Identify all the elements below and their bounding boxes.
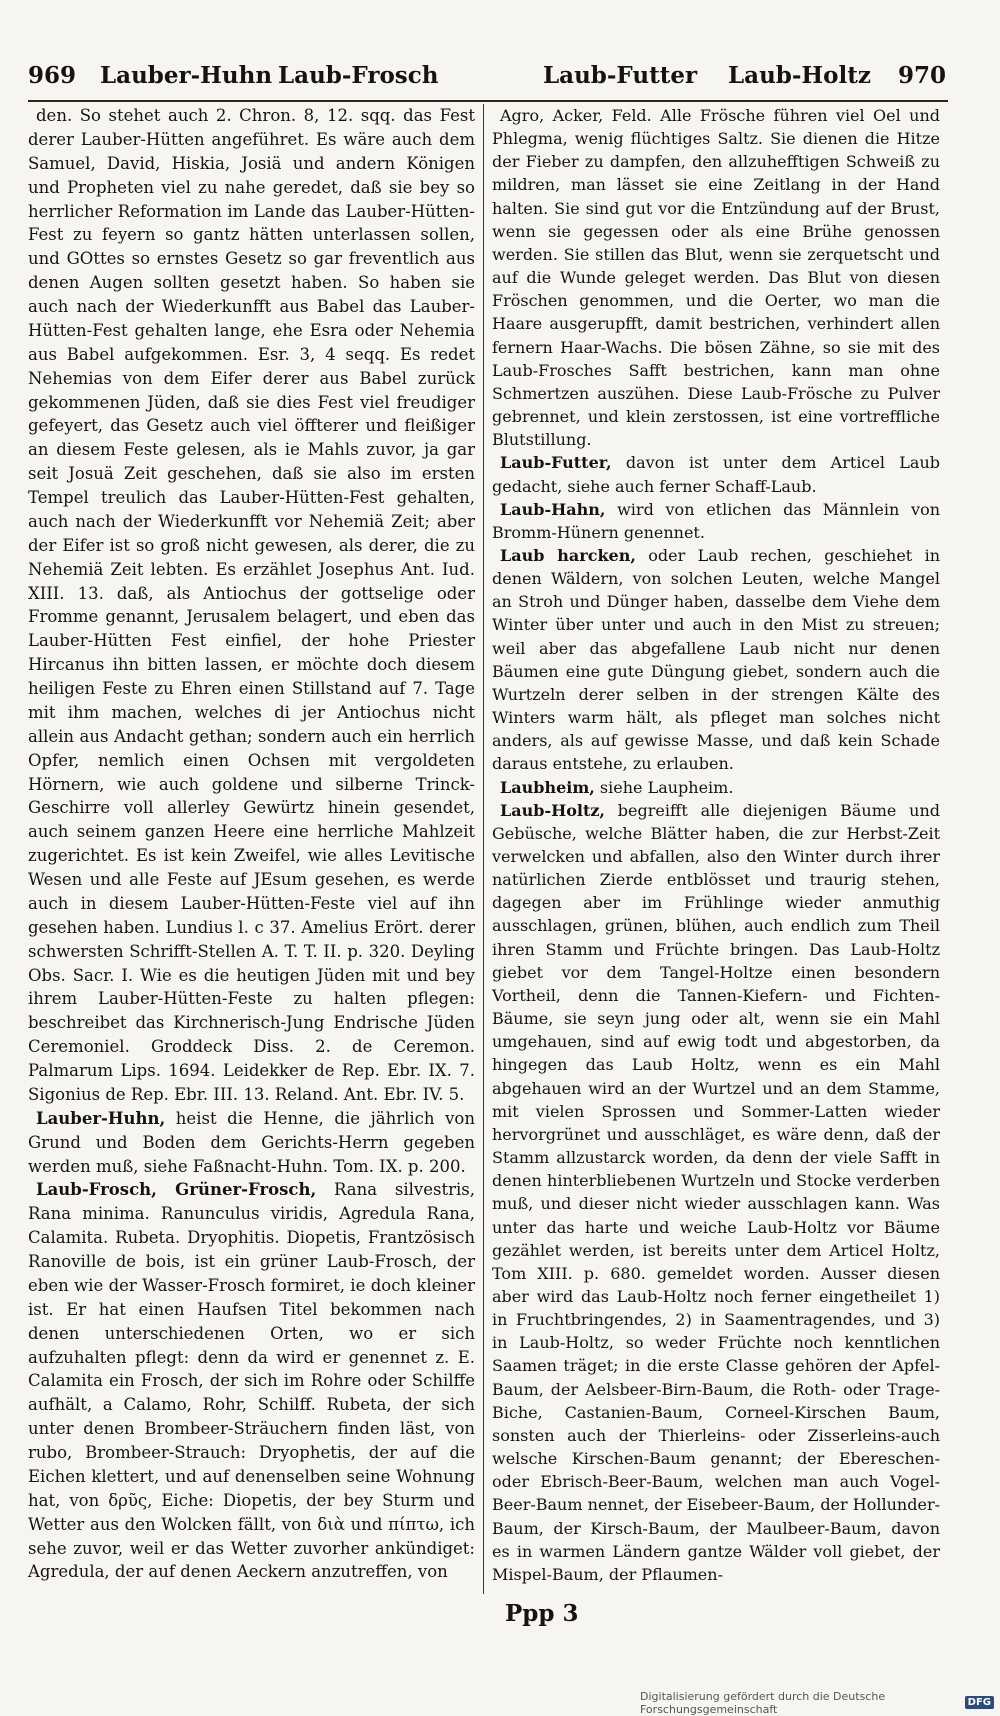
dictionary-entry [492, 776, 940, 799]
left-column [28, 104, 475, 1584]
dictionary-entry [492, 451, 940, 497]
dictionary-entry [28, 1107, 475, 1179]
digitization-banner [640, 1691, 1000, 1714]
entry-text: davon ist unter dem Articel Laub gedacht, siehe auch ferner Schaff-Laub. [492, 453, 940, 496]
page-number-right: 970 [898, 62, 947, 89]
header-rule [28, 100, 948, 102]
column-divider [483, 104, 484, 1594]
entry-text: wird von etlichen das Männlein von Bromm-Hünern genennet. [492, 499, 940, 542]
catchword-left-2: Laub-Frosch [278, 62, 439, 89]
entry-text: den. So stehet auch 2. Chron. 8, 12. sqq. das Fest derer Lauber-Hütten angeführet. Es wäre auch dem Samuel, David, Hiskia, Josiä und andern Königen und Propheten viel zu nahe geredet, daß sie bey so herrlicher Reformation im Lande das Lauber-Hütten-Fest zu feyern so gantz hätten unterlassen sollen, und GOttes so ernstes Gesetz so gar freventlich aus denen Augen sollten gesetzt haben. So haben sie auch nach der Wiederkunfft aus Babel das Lauber-Hütten-Fest gehalten lange, ehe Esra oder Nehemia aus Babel aufgekommen. Esr. 3, 4 seqq. Es redet Nehemias von dem Eifer derer aus Babel zurück gekommenen Jüden, daß sie dies Fest viel freudiger gefeyert, das Gesetz auch viel öffterer und fleißiger an diesem Feste gelesen, als ie Mahls zuvor, ja gar seit Josuä Zeit geschehen, daß sie also im ersten Tempel treulich das Lauber-Hütten-Fest gehalten, auch nach der Wiederkunfft vor Nehemiä Zeit; aber der Eifer ist so groß nicht gewesen, als derer, die zu Nehemiä Zeit lebten. Es erzählet Josephus Ant. Iud. XIII. 13. daß, als Antiochus der gottselige oder Fromme genannt, Jerusalem belagert, und eben das Lauber-Hütten Fest einfiel, der hohe Priester Hircanus ihn bitten lassen, er möchte doch diesem heiligen Feste zu Ehren einen Stillstand auf 7. Tage mit ihm machen, welches di jer Antiochus nicht allein aus Andacht gethan; sondern auch ein herrlich Opfer, nemlich einen Ochsen mit vergoldeten Hörnern, wie auch goldene und silberne Trinck-Geschirre voll allerley Gewürtz hinein gesendet, auch seinem ganzen Heere eine herrliche Mahlzeit zugerichtet. Es ist kein Zweifel, wie alles Levitische Wesen und alle Feste auf JEsum gesehen, es werde auch in diesem Lauber-Hütten-Feste viel auf ihn gesehen haben. Lundius l. c 37. Amelius Erört. derer schwersten Schrifft-Stellen A. T. T. II. p. 320. Deyling Obs. Sacr. I. Wie es die heutigen Jüden mit und bey ihrem Lauber-Hütten-Feste zu halten pflegen: beschreibet das Kirchnerisch-Jung Endrische Jüden Ceremoniel. Groddeck Diss. 2. de Ceremon. Palmarum Lips. 1694. Leidekker de Rep. Ebr. IX. 7. Sigonius de Rep. Ebr. III. 13. Reland. Ant. Ebr. IV. 5. [28, 106, 475, 1104]
entry-headword: Laub-Futter, [500, 453, 612, 473]
entry-headword: Laub-Frosch, Grüner-Frosch, [36, 1180, 317, 1200]
entry-headword: Laub-Holtz, [500, 800, 605, 820]
right-column [492, 104, 940, 1586]
catchword-right-2: Laub-Holtz [728, 62, 871, 89]
dictionary-entry [492, 498, 940, 544]
entry-text: Rana silvestris, Rana minima. Ranunculus viridis, Agredula Rana, Calamita. Rubeta. Dryophitis. Diopetis, Frantzösisch Ranoville de bois, ist ein grüner Laub-Frosch, der eben wie der Wasser-Frosch formiret, ie doch kleiner ist. Er hat einen Haufsen Titel bekommen nach denen unterschiedenen Orten, wo er sich aufzuhalten pflegt: denn da wird er genennet z. E. Calamita ein Frosch, der sich im Rohre oder Schilffe aufhält, a Calamo, Rohr, Schilff. Rubeta, der sich unter denen Brombeer-Sträuchern finden läst, von rubo, Brombeer-Strauch: Dryophetis, der auf die Eichen klettert, und auf denenselben seine Wohnung hat, von δρῦς, Eiche: Diopetis, der bey Sturm und Wetter aus den Wolcken fällt, von διὰ und πίπτω, ich sehe zuvor, weil er das Wetter zuvorher ankündiget: Agredula, der auf denen Aeckern anzutreffen, von [28, 1180, 475, 1582]
digitization-note: Digitalisierung gefördert durch die Deutsche Forschungsgemeinschaft [640, 1689, 886, 1716]
page-number-left: 969 [28, 62, 77, 89]
running-header [28, 58, 948, 98]
entry-text: Agro, Acker, Feld. Alle Frösche führen viel Oel und Phlegma, wenig flüchtiges Saltz. Sie dienen die Hitze der Fieber zu dampfen, den allzuhefftigen Schweiß zu mildren, man lässet sie eine Zeitlang in der Hand halten. Sie sind gut vor die Entzündung auf der Brust, wenn sie gegessen oder als eine Brühe genossen werden. Sie stillen das Blut, wenn sie zerquetscht und auf die Wunde geleget werden. Das Blut von diesen Fröschen genommen, und die Oerter, wo man die Haare ausgerupfft, damit bestrichen, verhindert allen fernern Haar-Wachs. Die bösen Zähne, so sie mit des Laub-Frosches Safft bestrichen, kann man ohne Schmertzen auszühen. Diese Laub-Frösche zu Pulver gebrennet, und klein zerstossen, ist eine vortreffliche Blutstillung. [492, 106, 940, 450]
signature-mark: Ppp 3 [505, 1600, 579, 1627]
entry-text: siehe Laupheim. [594, 777, 734, 797]
entry-headword: Laub-Hahn, [500, 499, 606, 519]
entry-headword: Laubheim, [500, 777, 595, 797]
dictionary-entry [28, 104, 475, 1107]
entry-text: heist die Henne, die jährlich von Grund und Boden dem Gerichts-Herrn gegeben werden muß, siehe Faßnacht-Huhn. Tom. IX. p. 200. [28, 1108, 475, 1176]
catchword-right-1: Laub-Futter [543, 62, 698, 89]
dictionary-entry [492, 104, 940, 451]
entry-text: begreifft alle diejenigen Bäume und Gebüsche, welche Blätter haben, die zur Herbst-Zeit verwelcken und abfallen, also den Winter durch ihrer natürlichen Zierde entblösset und traurig stehen, dagegen aber im Frühlinge wieder anmuthig ausschlagen, grünen, blühen, auch endlich zum Theil ihren Stamm und Früchte bringen. Das Laub-Holtz giebet vor dem Tangel-Holtze einen besondern Vortheil, denn die Tannen-Kiefern- und Fichten-Bäume, sie seyn jung oder alt, wenn sie ein Mahl umgehauen, sind auf ewig todt und abgestorben, da hingegen das Laub Holtz, wenn es ein Mahl abgehauen wird an der Wurtzel und an dem Stamme, mit vielen Sprossen und Sommer-Latten wieder hervorgrünet und ausschläget, es wäre denn, daß der Stamm allzustarck worden, da denn der viele Safft in denen hinterbliebenen Wurtzeln und Stocke verderben muß, und dieser nicht wieder ausschlagen kann. Was unter das harte und weiche Laub-Holtz vor Bäume gezählet werden, ist bereits unter dem Articel Holtz, Tom XIII. p. 680. gemeldet worden. Ausser diesen aber wird das Laub-Holtz noch ferner eingetheilet 1) in Fruchtbringendes, 2) in Saamentragendes, und 3) in Laub-Holtz, so weder Früchte noch kenntlichen Saamen träget; in die erste Classe gehören der Apfel-Baum, der Aelsbeer-Birn-Baum, die Roth- oder Trage-Biche, Castanien-Baum, Corneel-Kirschen Baum, sonsten auch der Thierleins- oder Zisserleins-auch welsche Kirschen-Baum genannt; der Ebereschen- oder Ebrisch-Beer-Baum, welchen man auch Vogel-Beer-Baum nennet, der Eisebeer-Baum, der Hollunder-Baum, der Kirsch-Baum, der Maulbeer-Baum, davon es in warmen Ländern gantze Wälder voll giebet, der Mispel-Baum, der Pflaumen- [492, 800, 940, 1584]
entry-headword: Laub harcken, [500, 545, 636, 565]
dictionary-entry [492, 799, 940, 1586]
dictionary-entry [28, 1178, 475, 1584]
entry-headword: Lauber-Huhn, [36, 1108, 166, 1128]
dictionary-entry [492, 544, 940, 776]
dfg-logo: DFG [965, 1696, 994, 1709]
catchword-left-1: Lauber-Huhn [100, 62, 273, 89]
entry-text: oder Laub rechen, geschiehet in denen Wäldern, von solchen Leuten, welche Mangel an Stroh und Dünger haben, dasselbe dem Viehe dem Winter über unter und auch in den Mist zu streuen; weil aber das abgefallene Laub nicht nur denen Bäumen eine gute Düngung giebet, sondern auch die Wurtzeln derer selben in der strengen Kälte des Winters warm hält, als pfleget man solches nicht anders, als auf gewisse Masse, und daß kein Schade daraus entstehe, zu erlauben. [492, 545, 940, 774]
